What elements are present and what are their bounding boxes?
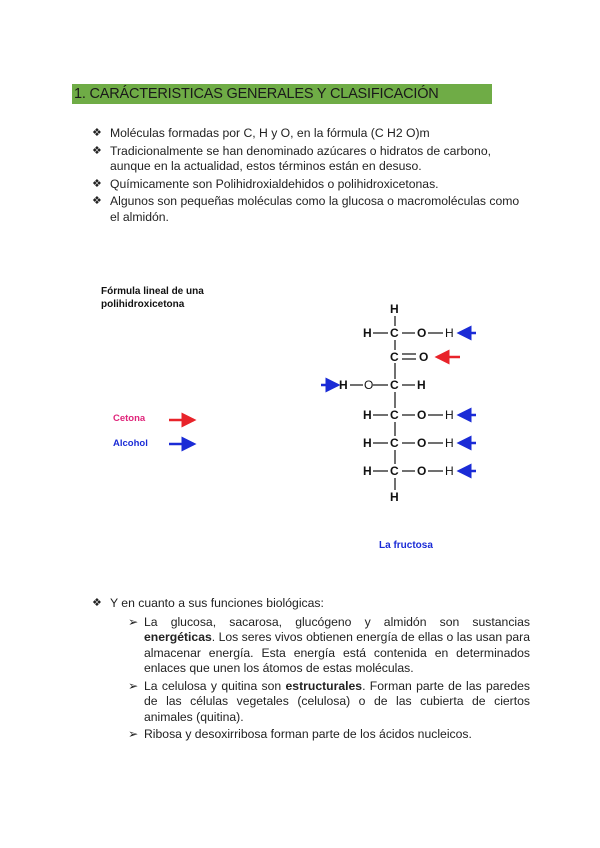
atom-c: C (390, 350, 399, 364)
atom-o: O (417, 436, 427, 450)
list-item: ❖ Moléculas formadas por C, H y O, en la fórmula (C H2 O)m (92, 126, 430, 140)
atom-h: H (339, 378, 348, 392)
arrow-bullet-icon: ➢ (128, 614, 139, 629)
atom-h: H (363, 436, 372, 450)
atom-h: H (363, 464, 372, 478)
intro-list (90, 126, 530, 227)
functions-sublist (90, 615, 530, 743)
atom-h: H (445, 326, 454, 340)
atom-h: H (445, 436, 454, 450)
diamond-bullet-icon: ❖ (92, 144, 102, 157)
section-heading: 1. CARÁCTERISTICAS GENERALES Y CLASIFICACIÓN (72, 84, 492, 104)
figure-caption: Fórmula lineal de una polihidroxicetona (101, 286, 204, 310)
atom-h: H (363, 408, 372, 422)
atom-h: H (445, 408, 454, 422)
atom-o: O (364, 378, 374, 392)
diamond-bullet-icon: ❖ (92, 597, 102, 609)
arrow-bullet-icon: ➢ (128, 727, 139, 741)
atom-o: O (417, 408, 427, 422)
atom-c: C (390, 326, 399, 340)
fructose-figure (0, 280, 600, 560)
list-item: ➢ Ribosa y desoxirribosa forman parte de los ácidos nucleicos. (128, 727, 472, 741)
atom-h: H (445, 464, 454, 478)
list-item: ➢ La celulosa y quitina son estructurales. Forman parte de las paredes de las células vegetales (celulosa) o de las cubierta de ciertos animales (quitina). (128, 678, 530, 724)
arrow-bullet-icon: ➢ (128, 678, 139, 693)
atom-o: O (419, 350, 429, 364)
atom-c: C (390, 464, 399, 478)
atom-h: H (390, 490, 399, 504)
list-item (90, 596, 530, 743)
atom-h: H (417, 378, 426, 392)
molecule-name: La fructosa (379, 540, 433, 551)
list-item: ➢ La glucosa, sacarosa, glucógeno y almidón son sustancias energéticas. Los seres vivos obtienen energía de ellas o las usan para almacenar energía. Esta energía está contenida en determinados enlaces que unen los átomos de estas moléculas. (128, 614, 530, 675)
functions-intro: Y en cuanto a sus funciones biológicas: (110, 596, 324, 610)
diamond-bullet-icon: ❖ (92, 177, 102, 190)
atom-c: C (390, 378, 399, 392)
atom-c: C (390, 408, 399, 422)
atom-o: O (417, 464, 427, 478)
diamond-bullet-icon: ❖ (92, 127, 102, 139)
atom-c: C (390, 436, 399, 450)
list-item: ❖ Químicamente son Polihidroxialdehidos o polihidroxicetonas. (92, 176, 439, 191)
atom-o: O (417, 326, 427, 340)
list-item: ❖ Algunos son pequeñas moléculas como la glucosa o macromoléculas como el almidón. (92, 194, 520, 224)
atom-h: H (363, 326, 372, 340)
molecule-diagram (0, 280, 600, 560)
list-item: ❖ Tradicionalmente se han denominado azúcares o hidratos de carbono, aunque en la actualidad, estos términos están en desuso. (92, 143, 491, 173)
functions-list (90, 596, 530, 745)
legend-alcohol-label: Alcohol (113, 438, 148, 449)
atom-h: H (390, 302, 399, 316)
legend-cetona-label: Cetona (113, 413, 146, 424)
diamond-bullet-icon: ❖ (92, 195, 102, 207)
